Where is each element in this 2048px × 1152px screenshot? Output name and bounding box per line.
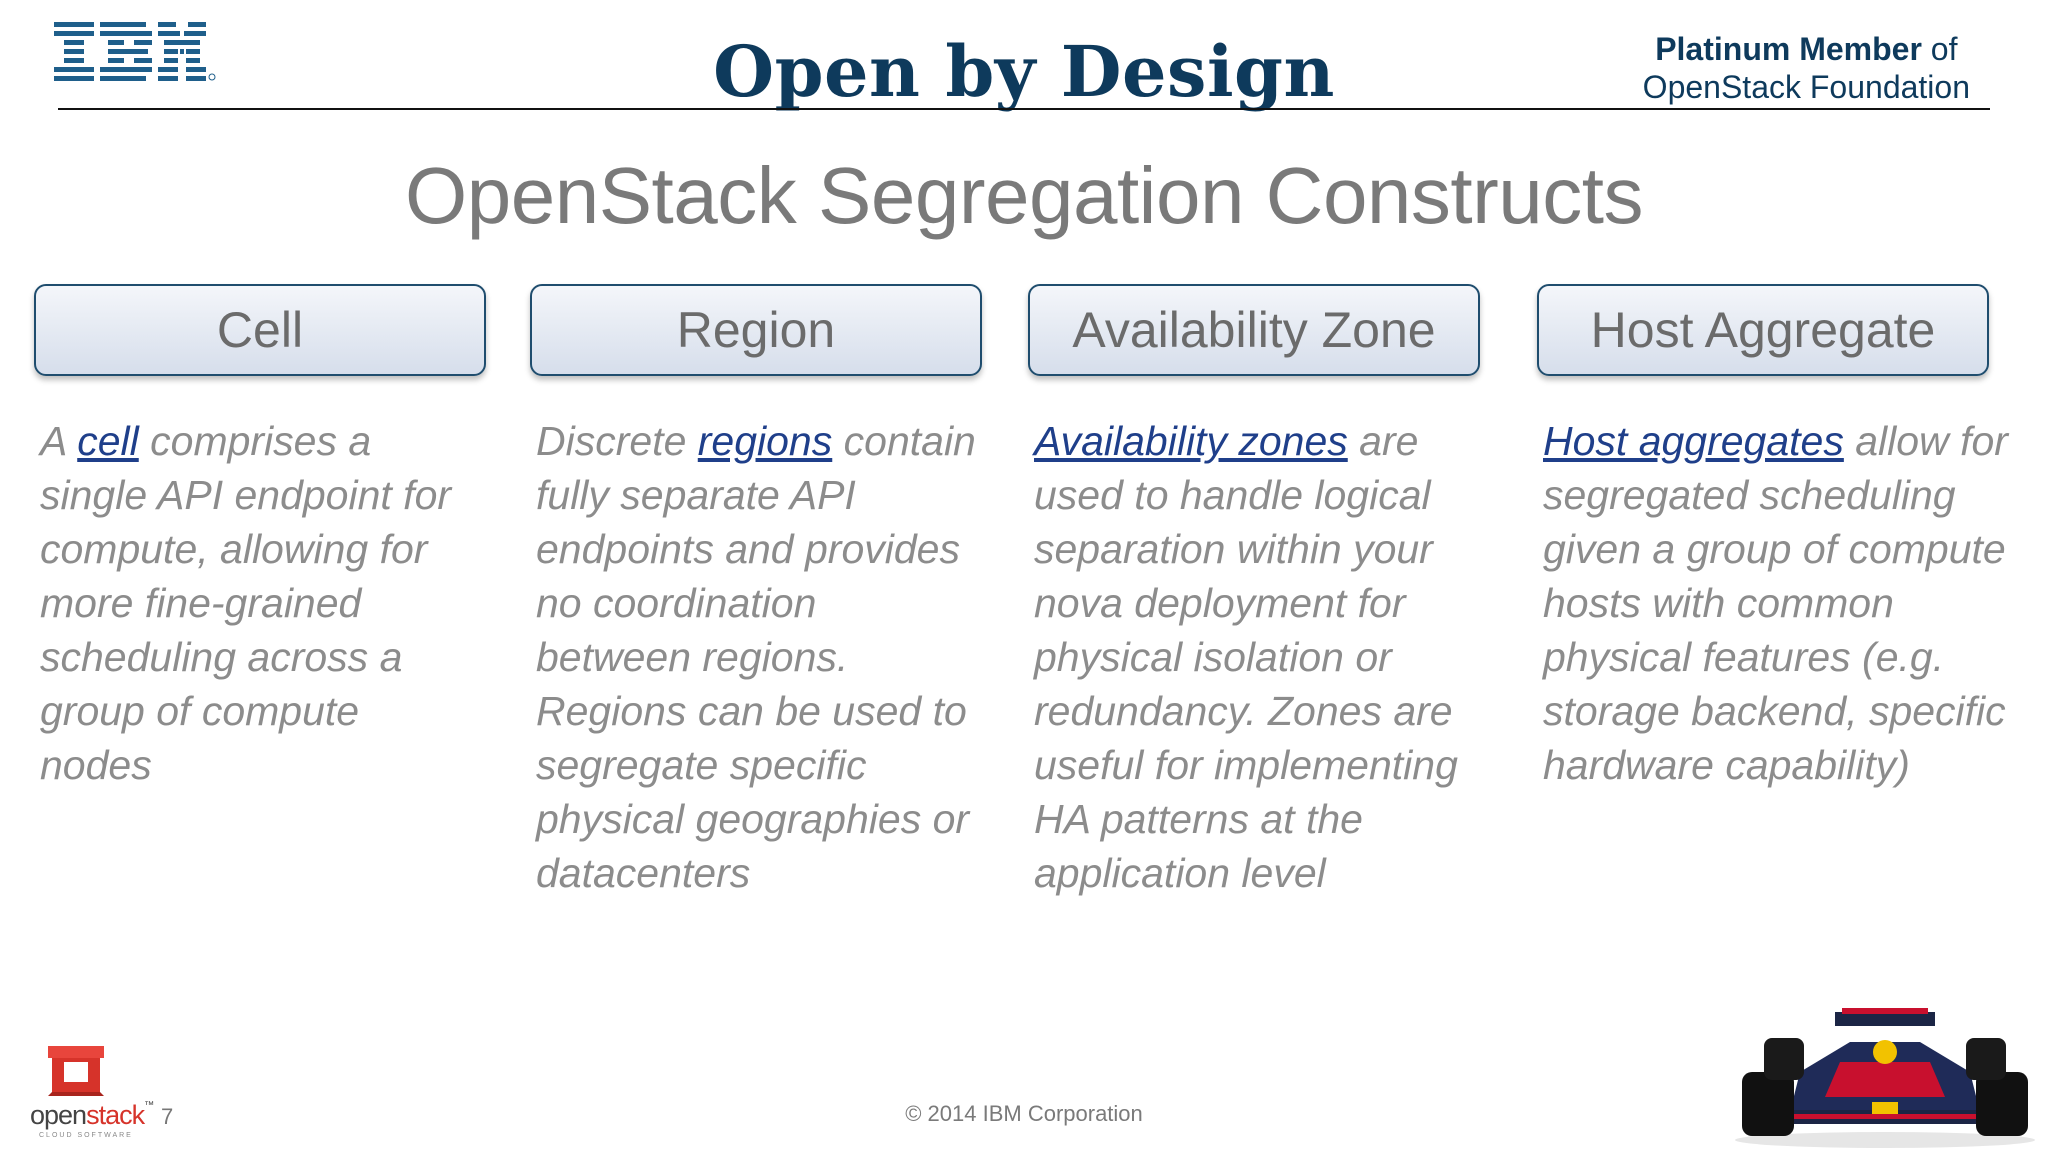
slide-subtitle: OpenStack Segregation Constructs xyxy=(404,151,1644,240)
header-title: Open by Design xyxy=(713,30,1335,113)
availability-zones-link[interactable]: Availability zones xyxy=(1034,418,1348,464)
host-aggregate-description-text: allow for segregated scheduling given a group of compute hosts with common physical features (e.g. storage backend, specific hardware capability) xyxy=(1543,418,2008,788)
platinum-of-text: of xyxy=(1921,31,1958,67)
region-description-text: contain fully separate API endpoints and provides no coordination between regions. Regions can be used to segregate specific physical geographies or datacenters xyxy=(536,418,976,896)
availability-zone-description xyxy=(1028,414,1480,900)
openstack-tm: ™ xyxy=(144,1100,154,1111)
cell-description xyxy=(34,414,486,792)
regions-link[interactable]: regions xyxy=(697,418,833,464)
openstack-tagline: CLOUD SOFTWARE xyxy=(39,1132,133,1139)
host-aggregate-button[interactable]: Host Aggregate xyxy=(1537,284,1989,376)
page-number: 7 xyxy=(161,1104,174,1129)
column-region xyxy=(530,284,982,900)
copyright-text: © 2014 IBM Corporation xyxy=(905,1101,1143,1126)
platinum-member-label xyxy=(1643,30,1970,106)
cell-description-pre: A xyxy=(40,418,78,464)
column-host-aggregate xyxy=(1537,284,2008,792)
openstack-word-stack: stack xyxy=(86,1100,145,1130)
cell-link[interactable]: cell xyxy=(77,418,139,464)
host-aggregates-link[interactable]: Host aggregates xyxy=(1543,418,1844,464)
column-cell xyxy=(34,284,486,792)
region-description-pre: Discrete xyxy=(536,418,698,464)
availability-zone-description-text: are used to handle logical separation within your nova deployment for physical isolation or redundancy. Zones are useful for implementing HA patterns at the application level xyxy=(1034,418,1458,896)
openstack-cube-icon xyxy=(46,1044,106,1098)
openstack-word-open: open xyxy=(30,1100,87,1130)
race-car-image xyxy=(1730,1002,2040,1152)
platinum-bold-text: Platinum Member xyxy=(1655,31,1922,67)
column-availability-zone xyxy=(1028,284,1480,900)
cell-button[interactable]: Cell xyxy=(34,284,486,376)
region-description xyxy=(530,414,982,900)
platinum-foundation-text: OpenStack Foundation xyxy=(1642,69,1970,105)
cell-description-text: comprises a single API endpoint for compute, allowing for more fine-grained scheduling across a group of compute nodes xyxy=(40,418,452,788)
header-divider xyxy=(58,108,1990,110)
region-button[interactable]: Region xyxy=(530,284,982,376)
availability-zone-button[interactable]: Availability Zone xyxy=(1028,284,1480,376)
host-aggregate-description xyxy=(1537,414,2017,792)
